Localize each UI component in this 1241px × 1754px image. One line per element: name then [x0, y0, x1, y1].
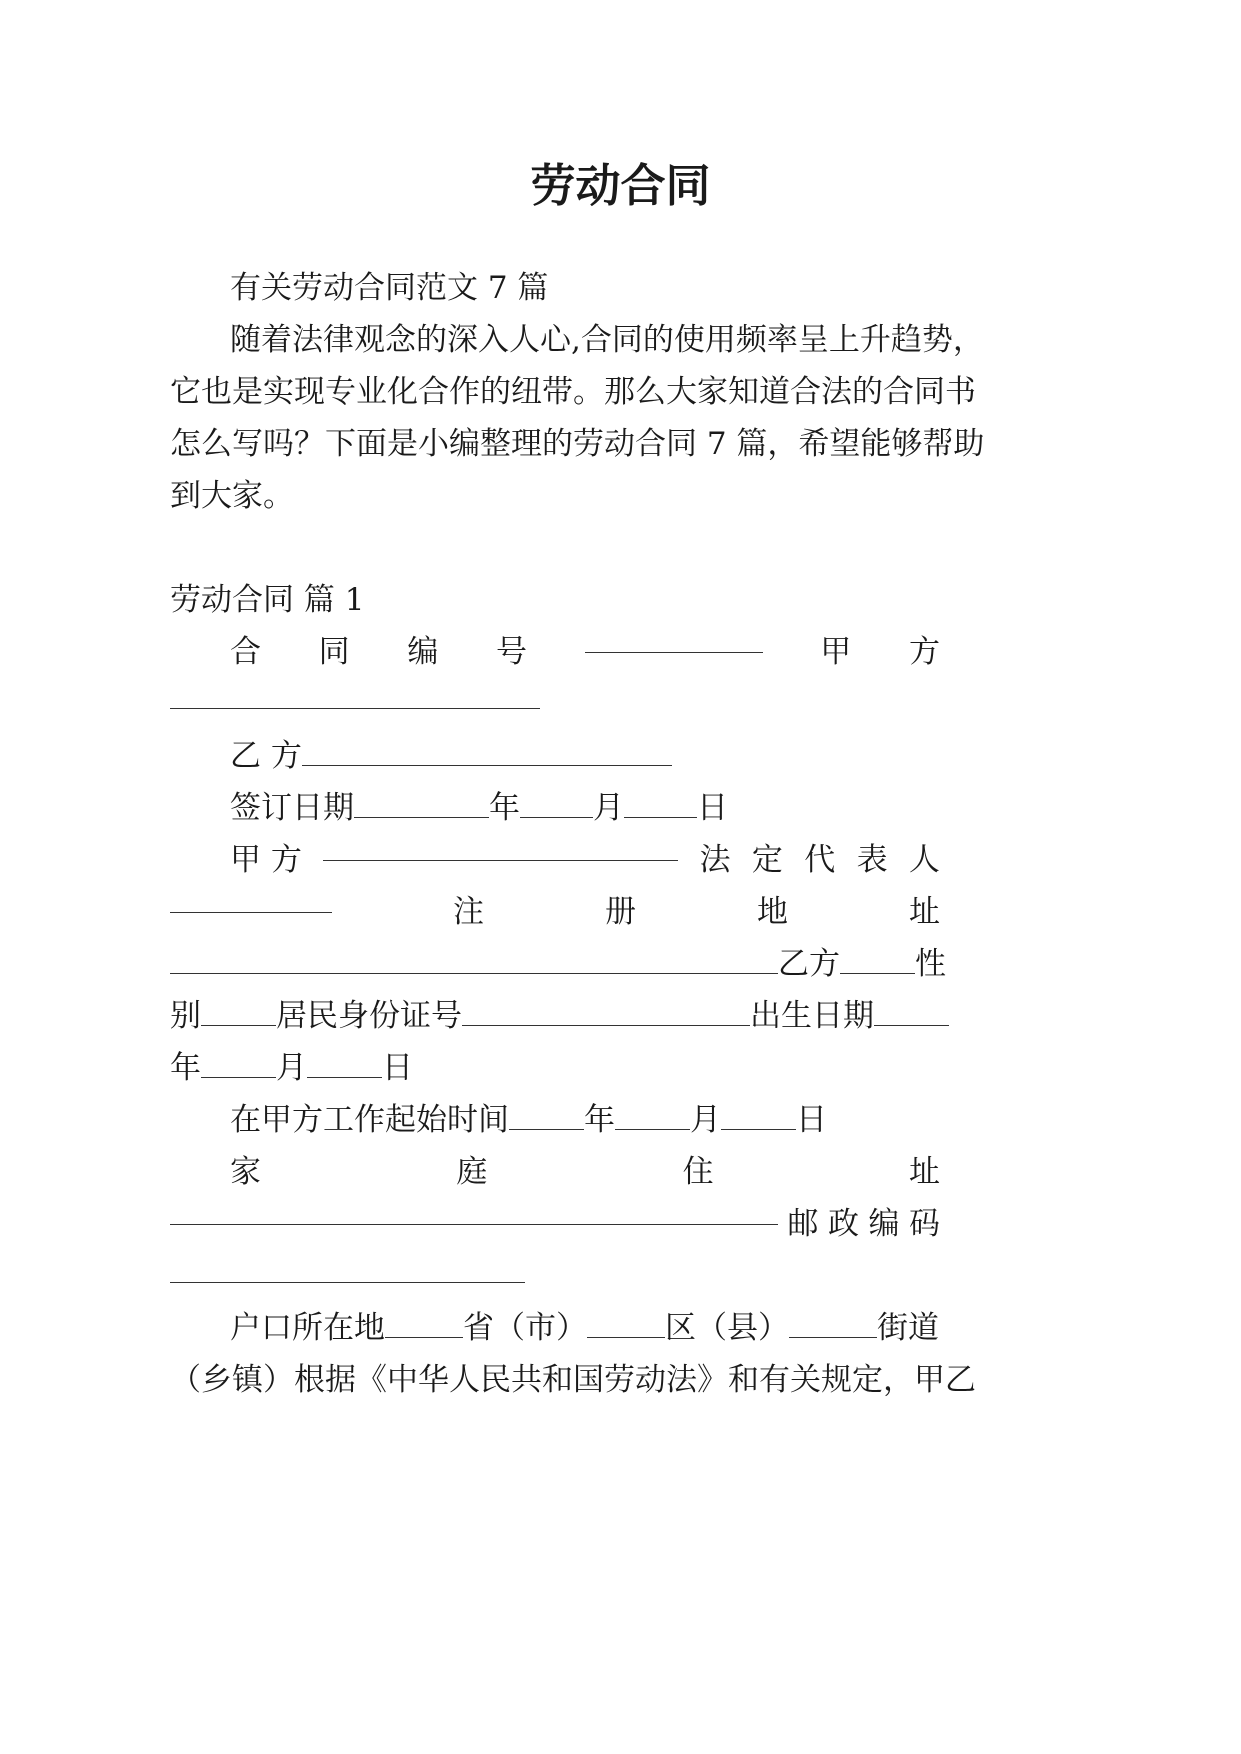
address-party-b-row: 乙方 性 [170, 944, 946, 984]
start-time-row: 在甲方工作起始时间 年 月 日 [230, 1102, 827, 1138]
province-blank[interactable] [385, 1336, 463, 1338]
start-year-blank[interactable] [509, 1128, 584, 1130]
birth-date-row: 年 月 日 [170, 1050, 413, 1086]
start-day-blank[interactable] [721, 1128, 796, 1130]
party-a-char: 甲 [820, 634, 852, 670]
district-blank[interactable] [587, 1336, 665, 1338]
sign-month-blank[interactable] [520, 816, 593, 818]
intro-heading: 有关劳动合同范文 7 篇 [230, 270, 549, 306]
birth-day-blank[interactable] [307, 1076, 382, 1078]
hukou-row: 户口所在地 省（市） 区（县） 街道 [230, 1310, 939, 1346]
party-b-name-blank[interactable] [840, 972, 915, 974]
home-address-blank[interactable] [170, 1223, 778, 1225]
registered-address-row: 注 册 地 址 [170, 892, 940, 932]
legal-rep-blank[interactable] [170, 911, 332, 913]
sign-day-blank[interactable] [624, 816, 697, 818]
section-heading: 劳动合同 篇 1 [170, 582, 365, 618]
home-address-row: 家 庭 住 址 [230, 1154, 940, 1190]
sign-date-row: 签订日期 年 月 日 [230, 790, 728, 826]
party-a-legal-rep-row: 甲 方 法 定 代 表 人 [230, 842, 940, 878]
sign-year-blank[interactable] [354, 816, 489, 818]
street-blank[interactable] [789, 1336, 877, 1338]
party-a-blank[interactable] [170, 708, 540, 709]
page-title: 劳动合同 [530, 159, 711, 212]
intro-paragraph-line-3: 怎么写吗？下面是小编整理的劳动合同 7 篇，希望能够帮助 [170, 426, 985, 462]
postcode-row: 邮 政 编 码 [170, 1204, 940, 1244]
contract-number-row [230, 632, 940, 672]
legal-basis-line: （乡镇）根据《中华人民共和国劳动法》和有关规定，甲乙 [170, 1362, 976, 1398]
contract-no-char: 编 [407, 634, 439, 670]
id-number-blank[interactable] [462, 1024, 750, 1026]
intro-paragraph-line-2: 它也是实现专业化合作的纽带。那么大家知道合法的合同书 [170, 374, 976, 410]
contract-no-char: 同 [318, 634, 350, 670]
intro-paragraph-line-4: 到大家。 [170, 478, 294, 514]
contract-no-char: 合 [230, 634, 261, 670]
start-month-blank[interactable] [615, 1128, 690, 1130]
birth-month-blank[interactable] [201, 1076, 276, 1078]
party-a-char: 方 [908, 634, 940, 670]
contract-number-blank[interactable] [585, 651, 763, 653]
intro-paragraph-line-1: 随着法律观念的深入人心,合同的使用频率呈上升趋势， [230, 322, 984, 358]
birth-year-blank[interactable] [874, 1024, 949, 1026]
party-b-row: 乙 方 [230, 736, 672, 776]
registered-address-blank[interactable] [170, 972, 778, 974]
gender-blank[interactable] [201, 1024, 276, 1026]
postcode-blank[interactable] [170, 1282, 525, 1283]
contract-no-char: 号 [495, 634, 527, 670]
gender-id-row: 别 居民身份证号 出生日期 [170, 996, 949, 1036]
party-a-name-blank[interactable] [323, 859, 678, 861]
party-b-blank[interactable] [302, 764, 672, 766]
